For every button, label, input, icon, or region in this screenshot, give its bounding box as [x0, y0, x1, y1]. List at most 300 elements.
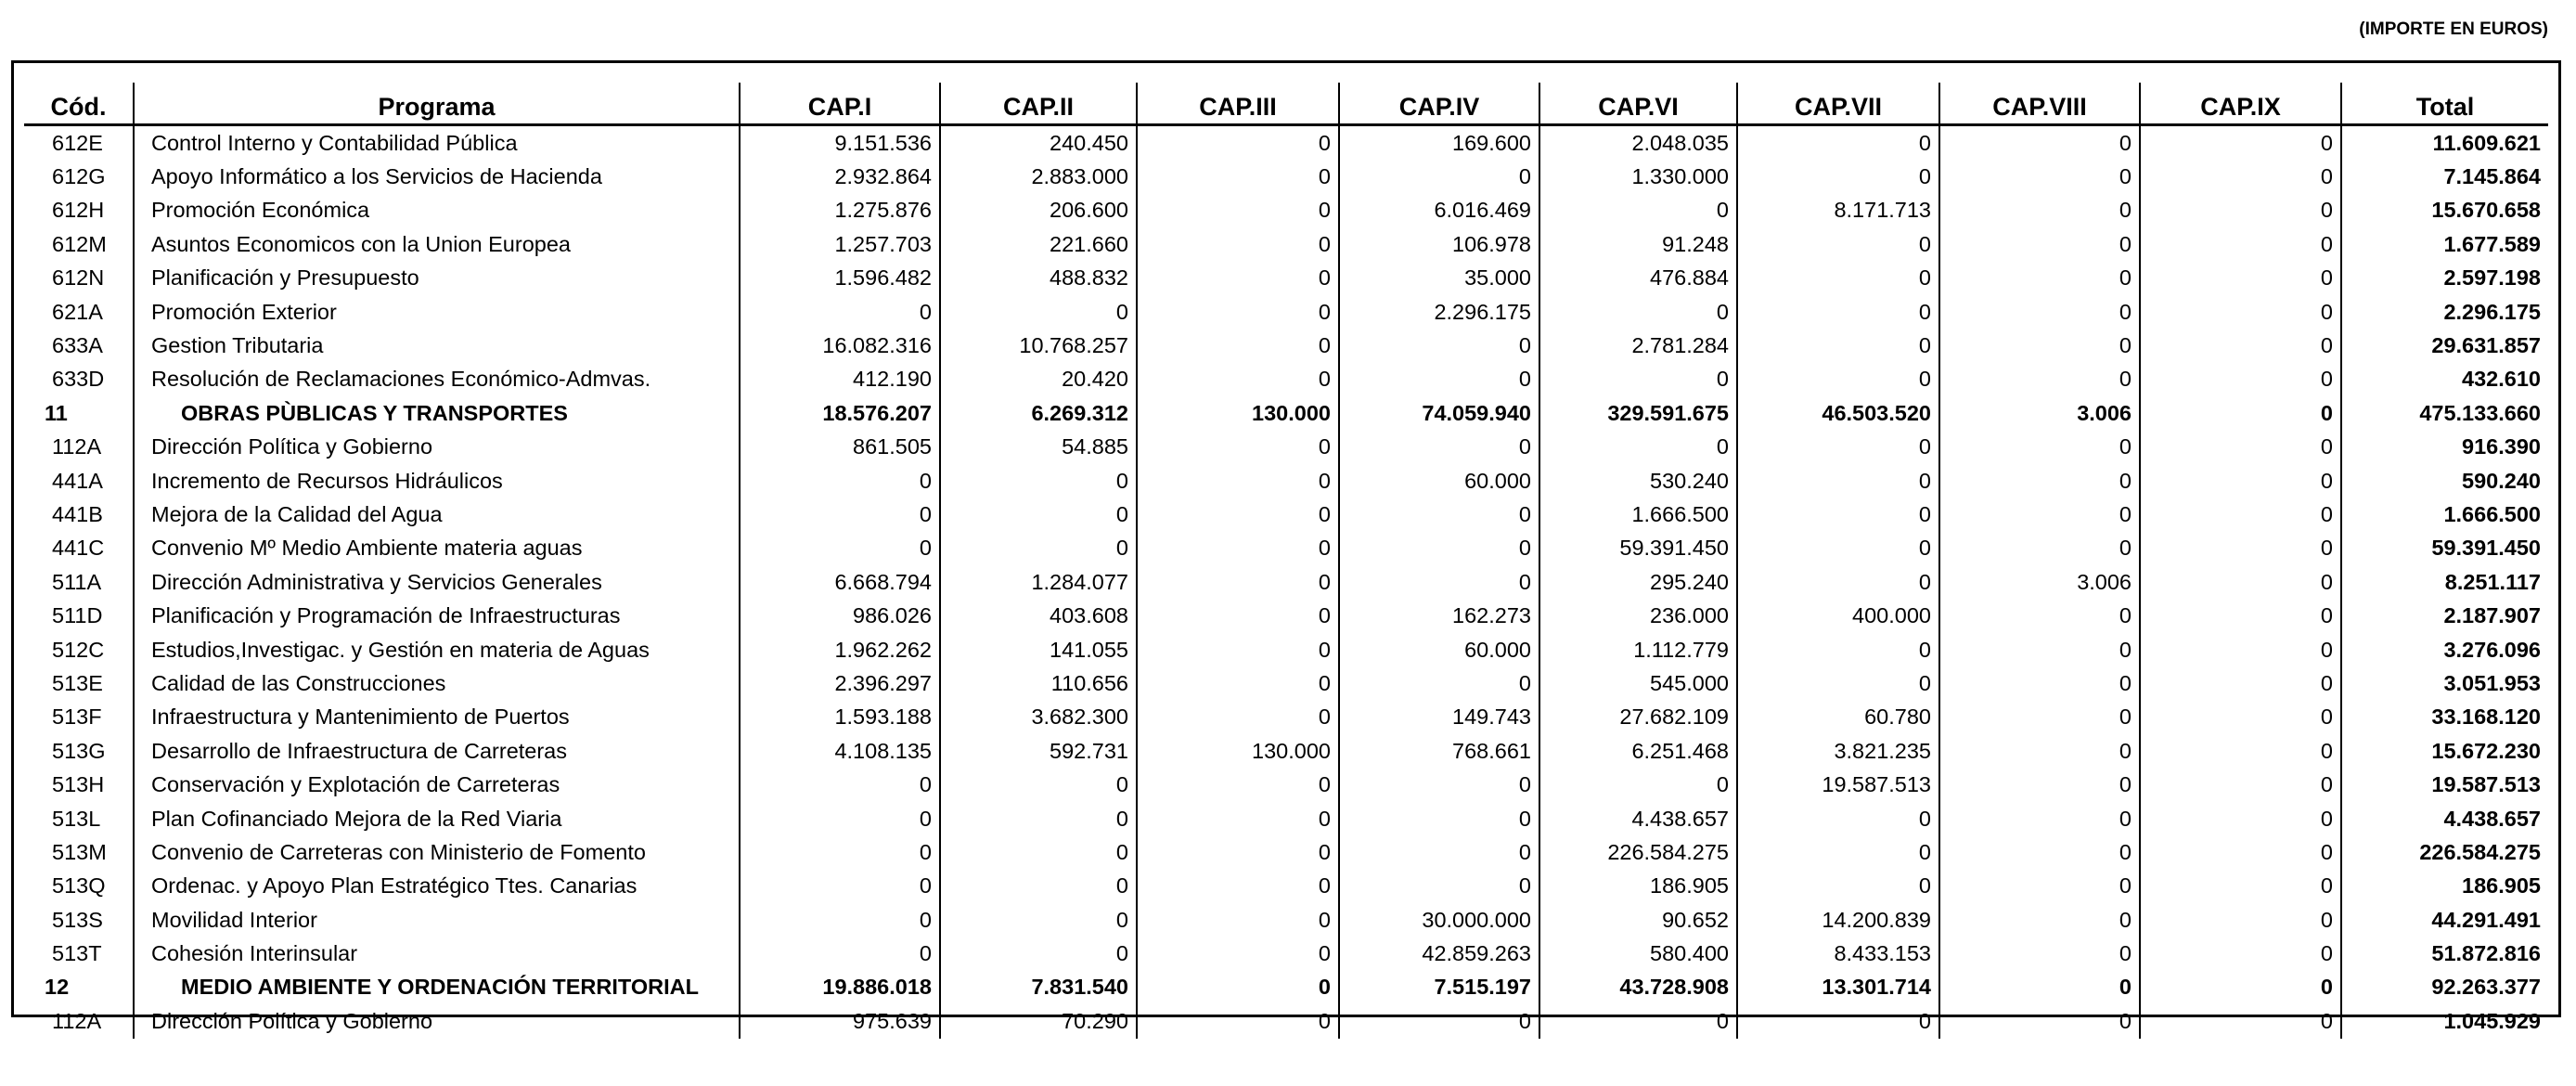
amount-cell: 1.275.876: [740, 194, 940, 227]
amount-cell: 0: [1137, 701, 1339, 734]
amount-cell: 6.668.794: [740, 565, 940, 599]
amount-cell: 1.666.500: [1539, 498, 1737, 531]
amount-cell: 975.639: [740, 1004, 940, 1038]
amount-cell: 7.831.540: [940, 971, 1137, 1004]
table-row: [24, 1004, 2548, 1038]
amount-cell: 0: [2140, 599, 2341, 632]
amount-cell: 545.000: [1539, 666, 1737, 700]
amount-cell: 0: [740, 498, 940, 531]
amount-cell: 0: [2140, 802, 2341, 835]
table-row: [24, 666, 2548, 700]
amount-cell: 1.593.188: [740, 701, 940, 734]
amount-cell: 46.503.520: [1737, 396, 1939, 430]
amount-cell: 0: [2140, 701, 2341, 734]
amount-cell: 0: [1339, 1004, 1539, 1038]
amount-cell: 0: [740, 768, 940, 801]
amount-cell: 141.055: [940, 633, 1137, 666]
amount-cell: 0: [1939, 937, 2140, 970]
amount-cell: 30.000.000: [1339, 903, 1539, 937]
amount-cell: 60.000: [1339, 464, 1539, 498]
amount-cell: 0: [2140, 295, 2341, 329]
amount-cell: 14.200.839: [1737, 903, 1939, 937]
program-code: 513L: [24, 802, 134, 835]
amount-cell: 0: [1939, 1004, 2140, 1038]
amount-cell: 0: [2140, 666, 2341, 700]
amount-cell: 0: [2140, 227, 2341, 261]
amount-cell: 2.296.175: [1339, 295, 1539, 329]
amount-cell: 169.600: [1339, 125, 1539, 161]
amount-cell: 1.257.703: [740, 227, 940, 261]
amount-cell: 3.006: [1939, 396, 2140, 430]
amount-cell: 226.584.275: [1539, 835, 1737, 869]
amount-cell: 861.505: [740, 431, 940, 464]
amount-cell: 0: [1939, 125, 2140, 161]
amount-cell: 0: [1539, 1004, 1737, 1038]
table-row: [24, 363, 2548, 396]
amount-cell: 0: [1137, 498, 1339, 531]
amount-cell: 488.832: [940, 262, 1137, 295]
amount-cell: 110.656: [940, 666, 1137, 700]
total-cell: 29.631.857: [2431, 333, 2541, 358]
amount-cell: 0: [1737, 1004, 1939, 1038]
amount-cell: 90.652: [1539, 903, 1737, 937]
amount-cell: 1.284.077: [940, 565, 1137, 599]
amount-cell: 0: [1137, 768, 1339, 801]
amount-cell: 0: [1939, 903, 2140, 937]
amount-cell: 0: [2140, 396, 2341, 430]
program-code: 513Q: [24, 870, 134, 903]
amount-cell: 0: [1137, 802, 1339, 835]
amount-cell: 530.240: [1539, 464, 1737, 498]
amount-cell: 206.600: [940, 194, 1137, 227]
table-row: [24, 431, 2548, 464]
total-cell: 19.587.513: [2431, 772, 2541, 797]
amount-cell: 0: [1539, 363, 1737, 396]
amount-cell: 295.240: [1539, 565, 1737, 599]
table-row: [24, 262, 2548, 295]
table-row: [24, 329, 2548, 362]
amount-cell: 0: [740, 464, 940, 498]
amount-cell: 42.859.263: [1339, 937, 1539, 970]
amount-cell: 0: [1737, 464, 1939, 498]
amount-cell: 0: [1737, 329, 1939, 362]
table-row: [24, 870, 2548, 903]
total-cell: 475.133.660: [2419, 400, 2541, 425]
amount-cell: 0: [2140, 734, 2341, 768]
amount-cell: 412.190: [740, 363, 940, 396]
amount-cell: 0: [1737, 363, 1939, 396]
amount-cell: 60.000: [1339, 633, 1539, 666]
program-name: Gestion Tributaria: [134, 329, 740, 362]
total-cell: 2.296.175: [2443, 299, 2541, 324]
program-name: Convenio Mº Medio Ambiente materia aguas: [134, 532, 740, 565]
amount-cell: 476.884: [1539, 262, 1737, 295]
amount-cell: 0: [1737, 125, 1939, 161]
total-cell: 3.276.096: [2443, 637, 2541, 662]
amount-cell: 3.006: [1939, 565, 2140, 599]
amount-cell: 149.743: [1339, 701, 1539, 734]
program-code: 612E: [24, 125, 134, 161]
amount-cell: 9.151.536: [740, 125, 940, 161]
program-code: 511A: [24, 565, 134, 599]
amount-cell: 0: [1137, 431, 1339, 464]
amount-cell: 0: [1737, 565, 1939, 599]
program-code: 511D: [24, 599, 134, 632]
amount-cell: 0: [1939, 262, 2140, 295]
amount-cell: 403.608: [940, 599, 1137, 632]
amount-cell: 0: [1939, 666, 2140, 700]
amount-cell: 19.587.513: [1737, 768, 1939, 801]
amount-cell: 8.171.713: [1737, 194, 1939, 227]
table-row: [24, 565, 2548, 599]
amount-cell: 3.682.300: [940, 701, 1137, 734]
table-row: [24, 227, 2548, 261]
amount-cell: 0: [1539, 768, 1737, 801]
table-row: [24, 768, 2548, 801]
amount-cell: 1.596.482: [740, 262, 940, 295]
table-row: [24, 160, 2548, 193]
program-name: Conservación y Explotación de Carreteras: [134, 768, 740, 801]
amount-cell: 0: [1137, 532, 1339, 565]
amount-cell: 0: [1939, 835, 2140, 869]
column-header: Programa: [134, 83, 740, 125]
amount-cell: 0: [740, 903, 940, 937]
program-name: Control Interno y Contabilidad Pública: [134, 125, 740, 161]
amount-cell: 0: [1737, 835, 1939, 869]
amount-cell: 2.396.297: [740, 666, 940, 700]
amount-cell: 0: [1939, 295, 2140, 329]
amount-cell: 60.780: [1737, 701, 1939, 734]
amount-cell: 0: [1939, 160, 2140, 193]
amount-cell: 1.112.779: [1539, 633, 1737, 666]
program-code: 621A: [24, 295, 134, 329]
amount-cell: 0: [1939, 768, 2140, 801]
total-cell: 15.670.658: [2431, 198, 2541, 223]
amount-cell: 0: [1137, 633, 1339, 666]
amount-cell: 0: [2140, 971, 2341, 1004]
amount-cell: 0: [940, 802, 1137, 835]
amount-cell: 130.000: [1137, 396, 1339, 430]
amount-cell: 0: [1737, 262, 1939, 295]
table-row: [24, 532, 2548, 565]
amount-cell: 0: [940, 903, 1137, 937]
amount-cell: 0: [940, 870, 1137, 903]
amount-cell: 0: [2140, 363, 2341, 396]
amount-cell: 35.000: [1339, 262, 1539, 295]
total-cell: 2.187.907: [2443, 603, 2541, 628]
amount-cell: 18.576.207: [740, 396, 940, 430]
total-cell: 1.666.500: [2443, 501, 2541, 526]
amount-cell: 0: [1939, 464, 2140, 498]
amount-cell: 0: [1539, 431, 1737, 464]
column-header: Total: [2341, 83, 2548, 125]
amount-cell: 1.330.000: [1539, 160, 1737, 193]
program-name: Convenio de Carreteras con Ministerio de Fomento: [134, 835, 740, 869]
amount-cell: 6.251.468: [1539, 734, 1737, 768]
program-code: 441A: [24, 464, 134, 498]
program-name: OBRAS PÙBLICAS Y TRANSPORTES: [134, 396, 740, 430]
program-name: Estudios,Investigac. y Gestión en materia de Aguas: [134, 633, 740, 666]
amount-cell: 2.883.000: [940, 160, 1137, 193]
amount-cell: 0: [1339, 363, 1539, 396]
amount-cell: 0: [740, 870, 940, 903]
total-cell: 4.438.657: [2443, 806, 2541, 831]
column-header: CAP.IX: [2140, 83, 2341, 125]
program-name: Cohesión Interinsular: [134, 937, 740, 970]
amount-cell: 0: [740, 532, 940, 565]
amount-cell: 0: [1339, 835, 1539, 869]
amount-cell: 54.885: [940, 431, 1137, 464]
amount-cell: 0: [940, 498, 1137, 531]
table-row: [24, 194, 2548, 227]
program-code: 513F: [24, 701, 134, 734]
amount-cell: 0: [1737, 666, 1939, 700]
program-name: Apoyo Informático a los Servicios de Hacienda: [134, 160, 740, 193]
column-header: CAP.VI: [1539, 83, 1737, 125]
amount-cell: 6.269.312: [940, 396, 1137, 430]
amount-cell: 0: [940, 464, 1137, 498]
program-name: Dirección Política y Gobierno: [134, 431, 740, 464]
amount-cell: 0: [2140, 565, 2341, 599]
amount-cell: 0: [1137, 295, 1339, 329]
amount-cell: 0: [2140, 633, 2341, 666]
amount-cell: 0: [1339, 532, 1539, 565]
amount-cell: 106.978: [1339, 227, 1539, 261]
amount-cell: 0: [1737, 870, 1939, 903]
program-code: 441C: [24, 532, 134, 565]
table-row: [24, 125, 2548, 161]
amount-cell: 0: [1939, 227, 2140, 261]
section-total-row: [24, 971, 2548, 1004]
amount-cell: 0: [1137, 870, 1339, 903]
amount-cell: 0: [1137, 363, 1339, 396]
program-name: MEDIO AMBIENTE Y ORDENACIÓN TERRITORIAL: [134, 971, 740, 1004]
program-code: 612G: [24, 160, 134, 193]
amount-cell: 2.048.035: [1539, 125, 1737, 161]
table-row: [24, 734, 2548, 768]
amount-cell: 70.290: [940, 1004, 1137, 1038]
amount-cell: 0: [1737, 227, 1939, 261]
program-name: Planificación y Presupuesto: [134, 262, 740, 295]
amount-cell: 0: [2140, 464, 2341, 498]
program-name: Resolución de Reclamaciones Económico-Admvas.: [134, 363, 740, 396]
amount-cell: 0: [1939, 734, 2140, 768]
amount-cell: 0: [940, 295, 1137, 329]
amount-cell: 27.682.109: [1539, 701, 1737, 734]
amount-cell: 0: [2140, 194, 2341, 227]
total-cell: 51.872.816: [2431, 941, 2541, 966]
program-name: Incremento de Recursos Hidráulicos: [134, 464, 740, 498]
program-name: Dirección Administrativa y Servicios Generales: [134, 565, 740, 599]
amount-cell: 0: [1939, 802, 2140, 835]
amount-cell: 0: [1137, 599, 1339, 632]
total-cell: 1.045.929: [2443, 1008, 2541, 1033]
table-row: [24, 937, 2548, 970]
amount-cell: 0: [2140, 498, 2341, 531]
amount-cell: 0: [1939, 363, 2140, 396]
amount-cell: 10.768.257: [940, 329, 1137, 362]
amount-cell: 0: [1137, 666, 1339, 700]
table-row: [24, 498, 2548, 531]
amount-cell: 0: [2140, 329, 2341, 362]
amount-cell: 986.026: [740, 599, 940, 632]
column-header: CAP.I: [740, 83, 940, 125]
table-row: [24, 599, 2548, 632]
program-name: Desarrollo de Infraestructura de Carreteras: [134, 734, 740, 768]
amount-cell: 0: [1939, 971, 2140, 1004]
program-code: 112A: [24, 431, 134, 464]
amount-cell: 0: [2140, 870, 2341, 903]
amount-cell: 0: [740, 937, 940, 970]
amount-cell: 0: [1137, 971, 1339, 1004]
column-header: CAP.VII: [1737, 83, 1939, 125]
program-code: 513G: [24, 734, 134, 768]
column-header: CAP.IV: [1339, 83, 1539, 125]
amount-cell: 0: [2140, 768, 2341, 801]
amount-cell: 59.391.450: [1539, 532, 1737, 565]
amount-cell: 0: [2140, 125, 2341, 161]
program-code: 612M: [24, 227, 134, 261]
amount-cell: 20.420: [940, 363, 1137, 396]
amount-cell: 0: [1339, 160, 1539, 193]
amount-cell: 0: [1939, 633, 2140, 666]
amount-cell: 768.661: [1339, 734, 1539, 768]
program-name: Movilidad Interior: [134, 903, 740, 937]
header-row: [24, 83, 2548, 125]
amount-cell: 0: [1137, 565, 1339, 599]
amount-cell: 3.821.235: [1737, 734, 1939, 768]
total-cell: 44.291.491: [2431, 907, 2541, 932]
total-cell: 7.145.864: [2443, 164, 2541, 189]
amount-cell: 0: [740, 802, 940, 835]
amount-cell: 329.591.675: [1539, 396, 1737, 430]
amount-cell: 0: [1737, 802, 1939, 835]
amount-cell: 0: [1737, 431, 1939, 464]
amount-cell: 7.515.197: [1339, 971, 1539, 1004]
amount-cell: 0: [1137, 464, 1339, 498]
amount-cell: 0: [2140, 835, 2341, 869]
total-cell: 916.390: [2462, 434, 2541, 459]
amount-cell: 0: [1737, 160, 1939, 193]
program-code: 612N: [24, 262, 134, 295]
program-code: 12: [24, 971, 134, 1004]
amount-cell: 0: [1137, 160, 1339, 193]
program-name: Promoción Exterior: [134, 295, 740, 329]
total-cell: 92.263.377: [2431, 975, 2541, 1000]
program-code: 513S: [24, 903, 134, 937]
amount-cell: 0: [1339, 768, 1539, 801]
column-header: CAP.III: [1137, 83, 1339, 125]
amount-cell: 400.000: [1737, 599, 1939, 632]
amount-cell: 0: [1137, 937, 1339, 970]
amount-cell: 162.273: [1339, 599, 1539, 632]
total-cell: 226.584.275: [2419, 839, 2541, 864]
program-name: Plan Cofinanciado Mejora de la Red Viaria: [134, 802, 740, 835]
amount-cell: 0: [1137, 835, 1339, 869]
amount-cell: 186.905: [1539, 870, 1737, 903]
amount-cell: 240.450: [940, 125, 1137, 161]
amount-cell: 0: [2140, 532, 2341, 565]
amount-cell: 0: [940, 937, 1137, 970]
amount-cell: 0: [1339, 498, 1539, 531]
amount-cell: 0: [940, 532, 1137, 565]
amount-cell: 0: [1539, 295, 1737, 329]
amount-cell: 0: [1339, 870, 1539, 903]
program-code: 513T: [24, 937, 134, 970]
amount-cell: 0: [2140, 160, 2341, 193]
column-header: CAP.VIII: [1939, 83, 2140, 125]
amount-cell: 0: [1137, 227, 1339, 261]
amount-cell: 0: [1339, 802, 1539, 835]
amount-cell: 0: [1737, 295, 1939, 329]
amount-cell: 4.438.657: [1539, 802, 1737, 835]
program-code: 112A: [24, 1004, 134, 1038]
program-code: 612H: [24, 194, 134, 227]
program-name: Ordenac. y Apoyo Plan Estratégico Ttes. Canarias: [134, 870, 740, 903]
amount-cell: 1.962.262: [740, 633, 940, 666]
total-cell: 8.251.117: [2444, 569, 2541, 594]
total-cell: 2.597.198: [2443, 265, 2541, 291]
amount-cell: 0: [2140, 431, 2341, 464]
amount-cell: 4.108.135: [740, 734, 940, 768]
program-code: 11: [24, 396, 134, 430]
amount-cell: 0: [1939, 870, 2140, 903]
table-row: [24, 295, 2548, 329]
amount-cell: 236.000: [1539, 599, 1737, 632]
amount-cell: 8.433.153: [1737, 937, 1939, 970]
total-cell: 590.240: [2462, 468, 2541, 493]
program-code: 633D: [24, 363, 134, 396]
program-code: 512C: [24, 633, 134, 666]
amount-cell: 0: [1939, 532, 2140, 565]
amount-cell: 221.660: [940, 227, 1137, 261]
amount-cell: 0: [1137, 903, 1339, 937]
amount-cell: 0: [1339, 666, 1539, 700]
program-code: 441B: [24, 498, 134, 531]
amount-cell: 2.932.864: [740, 160, 940, 193]
amount-cell: 0: [2140, 937, 2341, 970]
amount-cell: 0: [2140, 262, 2341, 295]
amount-cell: 0: [1137, 1004, 1339, 1038]
total-cell: 33.168.120: [2431, 705, 2541, 730]
program-name: Planificación y Programación de Infraestructuras: [134, 599, 740, 632]
total-cell: 3.051.953: [2443, 670, 2541, 695]
amount-cell: 0: [1939, 329, 2140, 362]
program-name: Dirección Política y Gobierno: [134, 1004, 740, 1038]
table-row: [24, 903, 2548, 937]
amount-cell: 0: [1939, 194, 2140, 227]
amount-cell: 0: [1137, 194, 1339, 227]
amount-cell: 0: [1939, 599, 2140, 632]
total-cell: 11.609.621: [2432, 130, 2541, 155]
total-cell: 432.610: [2462, 367, 2541, 392]
amount-cell: 0: [740, 295, 940, 329]
program-code: 513E: [24, 666, 134, 700]
program-name: Calidad de las Construcciones: [134, 666, 740, 700]
amount-cell: 0: [1737, 633, 1939, 666]
amount-cell: 130.000: [1137, 734, 1339, 768]
amount-cell: 0: [740, 835, 940, 869]
amount-cell: 6.016.469: [1339, 194, 1539, 227]
amount-cell: 74.059.940: [1339, 396, 1539, 430]
table-header: [24, 83, 2548, 125]
amount-cell: 0: [1737, 498, 1939, 531]
table-row: [24, 835, 2548, 869]
amount-cell: 592.731: [940, 734, 1137, 768]
amount-cell: 0: [1339, 565, 1539, 599]
amount-cell: 0: [1939, 431, 2140, 464]
program-code: 633A: [24, 329, 134, 362]
